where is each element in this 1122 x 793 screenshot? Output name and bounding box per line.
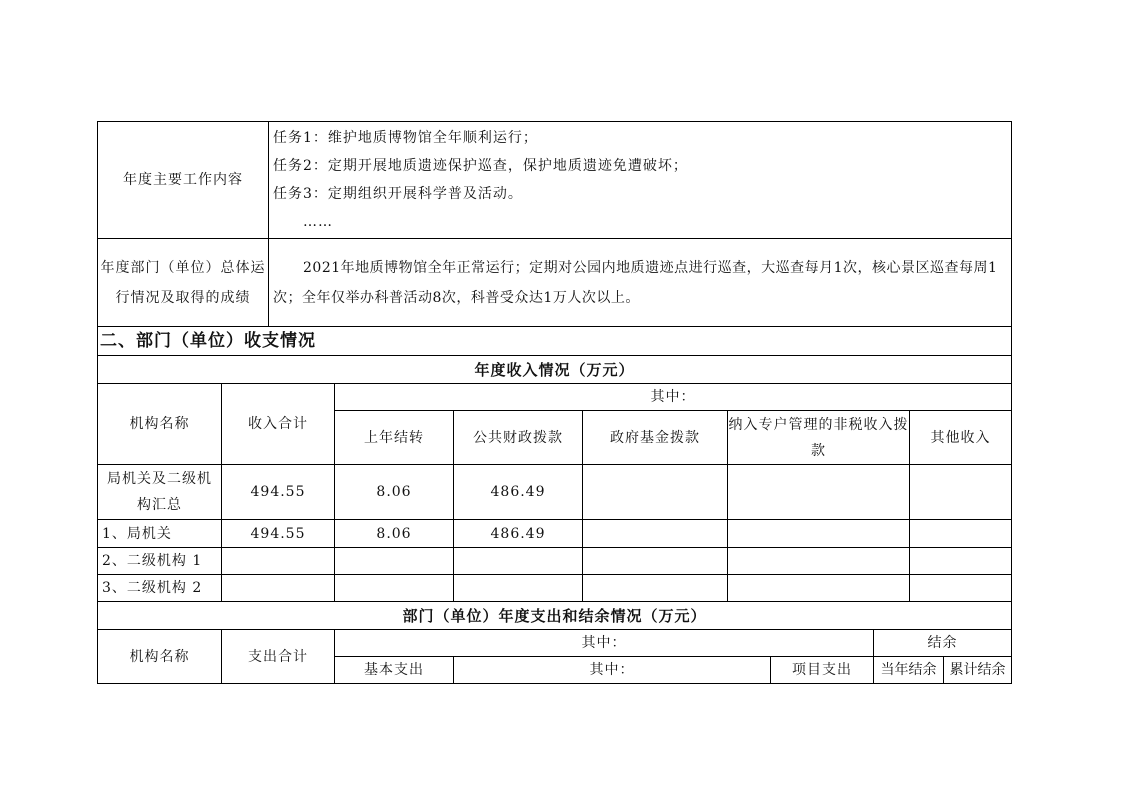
income-cell-other [910,520,1012,548]
income-cell-public-finance [454,575,583,602]
income-cell-non-tax [728,548,910,575]
income-header-among: 其中： [335,384,1012,411]
expense-header-total: 支出合计 [222,630,335,684]
income-cell-non-tax [728,465,910,520]
expense-header-project: 项目支出 [771,657,874,684]
expense-header-among2: 其中： [454,657,771,684]
work-content-label: 年度主要工作内容 [98,122,269,239]
budget-form [97,121,1011,684]
income-cell-total [222,575,335,602]
overall-text-cell [269,239,1012,327]
income-cell-org: 1、局机关 [98,520,222,548]
income-cell-org: 3、二级机构 2 [98,575,222,602]
income-cell-non-tax [728,575,910,602]
task-ellipsis: …… [303,214,333,230]
expense-header-org: 机构名称 [98,630,222,684]
income-cell-other [910,465,1012,520]
work-content-tasks [269,122,1012,239]
income-cell-total: 494.55 [222,520,335,548]
expense-header-cumulative-balance: 累计结余 [944,657,1012,684]
income-cell-carryover: 8.06 [335,465,454,520]
overall-label: 年度部门（单位）总体运行情况及取得的成绩 [98,239,269,327]
task-item: 任务1：维护地质博物馆全年顺利运行； [273,130,538,146]
income-cell-gov-fund [583,575,728,602]
income-header-gov-fund: 政府基金拨款 [583,411,728,465]
table-row [98,520,1012,548]
table-row [98,548,1012,575]
income-cell-public-finance: 486.49 [454,465,583,520]
income-cell-org: 局机关及二级机构汇总 [98,465,222,520]
income-header-other: 其他收入 [910,411,1012,465]
income-header-total: 收入合计 [222,384,335,465]
income-header-carryover: 上年结转 [335,411,454,465]
income-cell-public-finance: 486.49 [454,520,583,548]
table-row [98,465,1012,520]
income-header-non-tax: 纳入专户管理的非税收入拨款 [728,411,910,465]
income-cell-other [910,548,1012,575]
task-item: 任务2：定期开展地质遗迹保护巡查，保护地质遗迹免遭破坏； [273,158,688,174]
income-cell-gov-fund [583,520,728,548]
expense-header-basic: 基本支出 [335,657,454,684]
income-cell-carryover [335,548,454,575]
income-cell-gov-fund [583,548,728,575]
income-cell-public-finance [454,548,583,575]
table-row [98,575,1012,602]
overall-text: 2021年地质博物馆全年正常运行；定期对公园内地质遗迹点进行巡查，大巡查每月1次，核心景区巡查每周1次；全年仅举办科普活动8次，科普受众达1万人次以上。 [273,259,998,306]
income-header-org: 机构名称 [98,384,222,465]
task-item: 任务3：定期组织开展科学普及活动。 [273,186,523,202]
form-table [97,121,1012,684]
section-title: 二、部门（单位）收支情况 [98,327,1012,356]
income-caption: 年度收入情况（万元） [98,356,1012,384]
income-cell-non-tax [728,520,910,548]
income-cell-org: 2、二级机构 1 [98,548,222,575]
income-cell-carryover: 8.06 [335,520,454,548]
income-cell-total: 494.55 [222,465,335,520]
income-header-public-finance: 公共财政拨款 [454,411,583,465]
income-cell-total [222,548,335,575]
expense-header-current-balance: 当年结余 [874,657,944,684]
expense-header-balance: 结余 [874,630,1012,657]
expense-header-among: 其中： [335,630,874,657]
income-cell-carryover [335,575,454,602]
income-cell-other [910,575,1012,602]
expense-caption: 部门（单位）年度支出和结余情况（万元） [98,602,1012,630]
income-cell-gov-fund [583,465,728,520]
